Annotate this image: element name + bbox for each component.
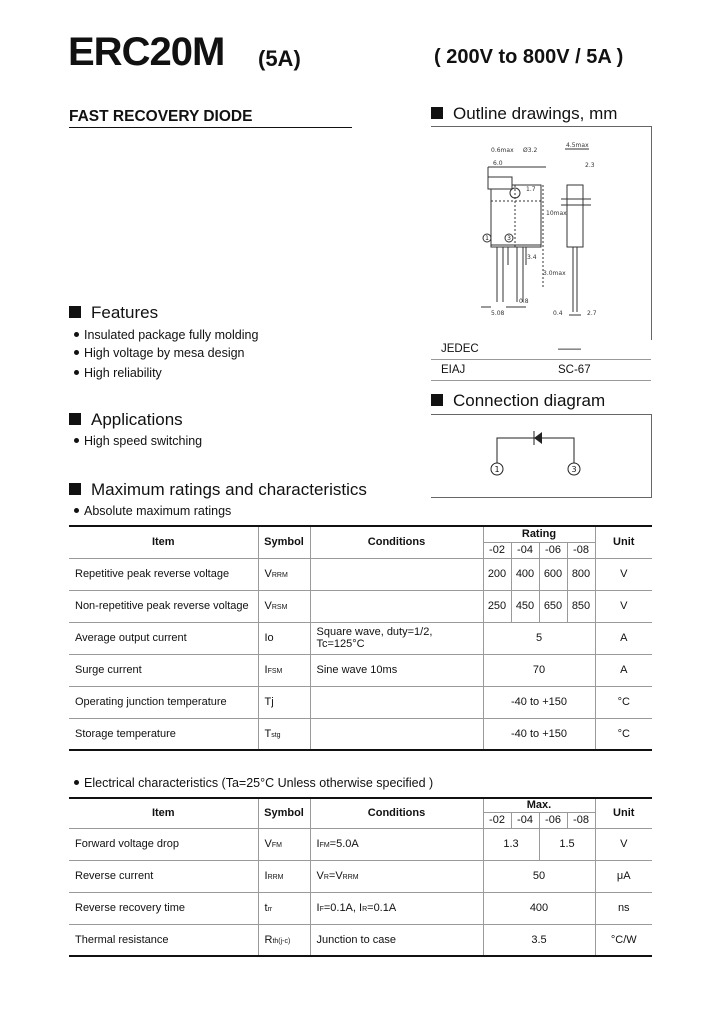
variant-header: -08 bbox=[567, 542, 595, 558]
square-bullet-icon bbox=[69, 306, 81, 318]
col-rating: Rating bbox=[483, 526, 595, 542]
dim-label: 4.5max bbox=[566, 142, 589, 149]
variant-header: -08 bbox=[567, 812, 595, 828]
col-unit: Unit bbox=[595, 798, 652, 828]
abs-ratings-label: Absolute maximum ratings bbox=[74, 504, 231, 518]
variant-header: -04 bbox=[511, 812, 539, 828]
outline-heading: Outline drawings, mm bbox=[431, 104, 617, 124]
package-row: JEDEC —— bbox=[431, 339, 651, 360]
diode-symbol bbox=[431, 415, 651, 497]
table-row: Reverse current IRRM VR=VRRM 50 μA bbox=[69, 860, 652, 892]
connection-heading: Connection diagram bbox=[431, 391, 605, 411]
dim-label: 5.08 bbox=[491, 310, 505, 317]
features-heading: Features bbox=[69, 303, 158, 323]
variant-header: -02 bbox=[483, 542, 511, 558]
col-unit: Unit bbox=[595, 526, 652, 558]
col-symbol: Symbol bbox=[258, 798, 310, 828]
feature-item: Insulated package fully molding bbox=[74, 328, 258, 342]
variant-header: -06 bbox=[539, 542, 567, 558]
outline-drawing bbox=[431, 127, 651, 340]
table-row: Non-repetitive peak reverse voltage VRSM 250 450 650 850 V bbox=[69, 590, 652, 622]
bullet-icon bbox=[74, 438, 79, 443]
current-rating-title: (5A) bbox=[258, 46, 301, 71]
square-bullet-icon bbox=[69, 413, 81, 425]
col-conditions: Conditions bbox=[310, 798, 483, 828]
dim-label: Ø3.2 bbox=[523, 147, 538, 154]
application-item: High speed switching bbox=[74, 434, 202, 448]
variant-header: -04 bbox=[511, 542, 539, 558]
bullet-icon bbox=[74, 370, 79, 375]
variant-header: -06 bbox=[539, 812, 567, 828]
dim-label: 2.7 bbox=[587, 310, 597, 317]
dim-label: 10max bbox=[546, 210, 567, 217]
square-bullet-icon bbox=[431, 394, 443, 406]
bullet-icon bbox=[74, 332, 79, 337]
table-row: Operating junction temperature Tj -40 to +150 °C bbox=[69, 686, 652, 718]
dim-label: 3.0max bbox=[543, 270, 566, 277]
table-row: Thermal resistance Rth(j-c) Junction to case 3.5 °C/W bbox=[69, 924, 652, 956]
pin-1-label: 1 bbox=[485, 235, 489, 242]
feature-item: High voltage by mesa design bbox=[74, 346, 245, 360]
dim-label: 3.4 bbox=[527, 254, 537, 261]
electrical-label: Electrical characteristics (Ta=25°C Unless otherwise specified ) bbox=[74, 776, 433, 790]
feature-item: High reliability bbox=[74, 366, 162, 380]
dim-label: 2.3 bbox=[585, 162, 595, 169]
package-standard-table bbox=[431, 339, 651, 381]
pin-3-label: 3 bbox=[571, 465, 577, 474]
bullet-icon bbox=[74, 780, 79, 785]
pin-1-label: 1 bbox=[494, 465, 500, 474]
package-row: EIAJ SC-67 bbox=[431, 360, 651, 381]
col-item: Item bbox=[69, 798, 258, 828]
col-conditions: Conditions bbox=[310, 526, 483, 558]
bullet-icon bbox=[74, 508, 79, 513]
absolute-ratings-table bbox=[69, 525, 652, 751]
pin-3-label: 3 bbox=[507, 235, 511, 242]
subtitle-underline bbox=[69, 127, 352, 128]
electrical-characteristics-table bbox=[69, 797, 652, 957]
bullet-icon bbox=[74, 350, 79, 355]
ratings-heading: Maximum ratings and characteristics bbox=[69, 480, 367, 500]
col-symbol: Symbol bbox=[258, 526, 310, 558]
part-number-title: ERC20M bbox=[68, 30, 225, 74]
applications-heading: Applications bbox=[69, 410, 183, 430]
dim-label: 0.8 bbox=[519, 298, 529, 305]
table-row: Repetitive peak reverse voltage VRRM 200 400 600 800 V bbox=[69, 558, 652, 590]
dim-label: 1.7 bbox=[526, 186, 536, 193]
dim-label: 0.4 bbox=[553, 310, 563, 317]
square-bullet-icon bbox=[431, 107, 443, 119]
connection-diagram-box bbox=[431, 414, 652, 498]
table-row: Forward voltage drop VFM IFM=5.0A 1.3 1.5 V bbox=[69, 828, 652, 860]
square-bullet-icon bbox=[69, 483, 81, 495]
table-row: Surge current IFSM Sine wave 10ms 70 A bbox=[69, 654, 652, 686]
variant-header: -02 bbox=[483, 812, 511, 828]
dim-label: 6.0 bbox=[493, 160, 503, 167]
col-max: Max. bbox=[483, 798, 595, 812]
outline-drawing-box bbox=[431, 126, 652, 340]
device-type-subtitle: FAST RECOVERY DIODE bbox=[69, 108, 253, 125]
voltage-range-title: ( 200V to 800V / 5A ) bbox=[434, 46, 624, 68]
table-row: Average output current Io Square wave, duty=1/2, Tc=125°C 5 A bbox=[69, 622, 652, 654]
table-row: Reverse recovery time trr IF=0.1A, IR=0.1A 400 ns bbox=[69, 892, 652, 924]
dim-label: 0.6max bbox=[491, 147, 514, 154]
table-row: Storage temperature Tstg -40 to +150 °C bbox=[69, 718, 652, 750]
col-item: Item bbox=[69, 526, 258, 558]
